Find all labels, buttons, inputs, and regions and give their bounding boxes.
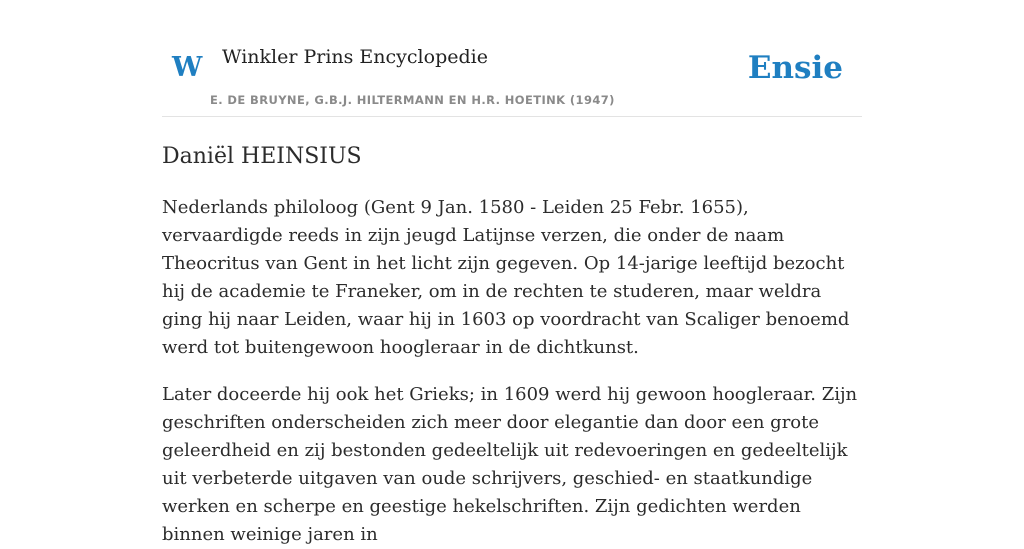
publication-authors: E. DE BRUYNE, G.B.J. HILTERMANN EN H.R. HOETINK (1947) xyxy=(210,93,615,107)
publication-logo-icon[interactable]: W xyxy=(172,52,203,83)
article-paragraph: Nederlands philoloog (Gent 9 Jan. 1580 - Leiden 25 Febr. 1655), vervaardigde reeds in zijn jeugd Latijnse verzen, die onder de naam Theocritus van Gent in het licht zijn gegeven. Op 14-jarige leeftijd bezocht hij de academie te Franeker, om in de rechten te studeren, maar weldra ging hij naar Leiden, waar hij in 1603 op voordracht van Scaliger benoemd werd tot buitengewoon hoogleraar in de dichtkunst. xyxy=(162,196,850,358)
site-header xyxy=(162,0,862,117)
page-container xyxy=(162,0,862,549)
article-body xyxy=(162,194,862,549)
publication-title[interactable]: Winkler Prins Encyclopedie xyxy=(222,46,488,68)
article-paragraph: Later doceerde hij ook het Grieks; in 1609 werd hij gewoon hoogleraar. Zijn geschriften onderscheiden zich meer door elegantie dan door een grote geleerdheid en zij bestonden gedeeltelijk uit redevoeringen en gedeeltelijk uit verbeterde uitgaven van oude schrijvers, geschied- en staatkundige werken en scherpe en geestige hekelschriften. Zijn gedichten werden binnen weinige jaren in xyxy=(162,383,858,545)
ensie-logo[interactable]: Ensie xyxy=(747,50,843,86)
article-title: Daniël HEINSIUS xyxy=(162,144,362,169)
